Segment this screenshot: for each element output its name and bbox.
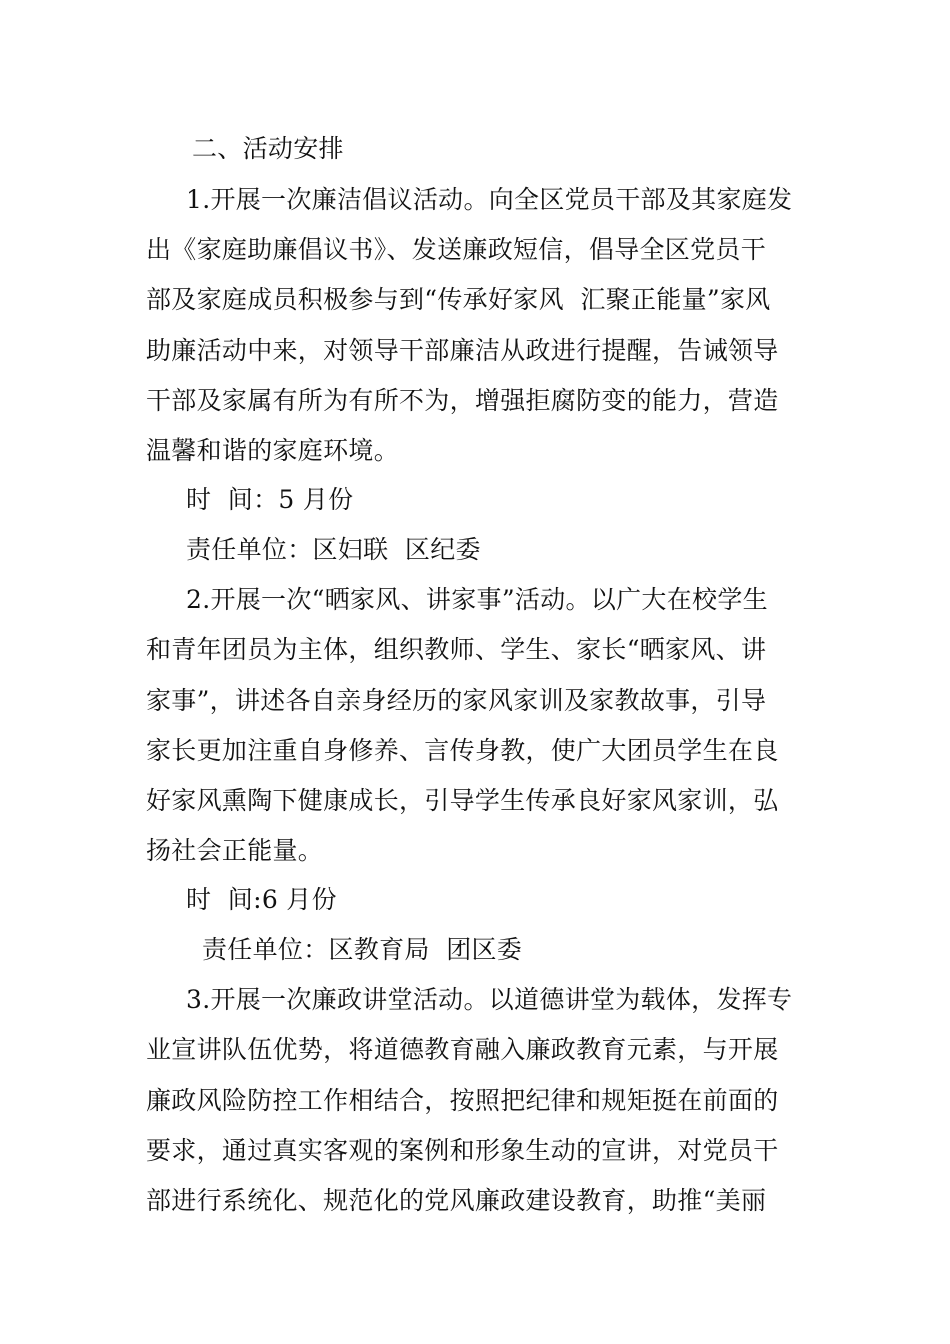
item-1-unit: 责任单位：区妇联 区纪委 xyxy=(186,535,481,564)
item-1-line-1: 1.开展一次廉洁倡议活动。向全区党员干部及其家庭发 xyxy=(186,185,793,214)
item-3-line-5: 部进行系统化、规范化的党风廉政建设教育，助推“美丽 xyxy=(146,1186,767,1215)
item-1-line-4: 助廉活动中来，对领导干部廉洁从政进行提醒，告诫领导 xyxy=(146,336,779,365)
item-2-line-5: 好家风熏陶下健康成长，引导学生传承良好家风家训，弘 xyxy=(146,786,779,815)
item-2-line-1: 2.开展一次“晒家风、讲家事”活动。以广大在校学生 xyxy=(186,585,768,614)
item-1-line-3: 部及家庭成员积极参与到“传承好家风 汇聚正能量”家风 xyxy=(146,285,771,314)
item-2-unit: 责任单位：区教育局 团区委 xyxy=(202,935,523,964)
item-2-time: 时 间:6 月份 xyxy=(186,885,337,914)
item-2-line-4: 家长更加注重自身修养、言传身教，使广大团员学生在良 xyxy=(146,736,779,765)
item-3-line-1: 3.开展一次廉政讲堂活动。以道德讲堂为载体，发挥专 xyxy=(186,985,793,1014)
item-1-line-2: 出《家庭助廉倡议书》、发送廉政短信，倡导全区党员干 xyxy=(146,235,767,264)
section-heading: 二、活动安排 xyxy=(192,134,344,163)
item-1-line-5: 干部及家属有所为有所不为，增强拒腐防变的能力，营造 xyxy=(146,386,779,415)
item-3-line-2: 业宣讲队伍优势，将道德教育融入廉政教育元素，与开展 xyxy=(146,1035,779,1064)
item-3-line-4: 要求，通过真实客观的案例和形象生动的宣讲，对党员干 xyxy=(146,1136,779,1165)
item-2-line-6: 扬社会正能量。 xyxy=(146,836,324,865)
item-1-time: 时 间：5 月份 xyxy=(186,485,354,514)
item-2-line-3: 家事”，讲述各自亲身经历的家风家训及家教故事，引导 xyxy=(146,686,767,715)
item-3-line-3: 廉政风险防控工作相结合，按照把纪律和规矩挺在前面的 xyxy=(146,1086,779,1115)
item-1-line-6: 温馨和谐的家庭环境。 xyxy=(146,436,400,465)
item-2-line-2: 和青年团员为主体，组织教师、学生、家长“晒家风、讲 xyxy=(146,635,767,664)
